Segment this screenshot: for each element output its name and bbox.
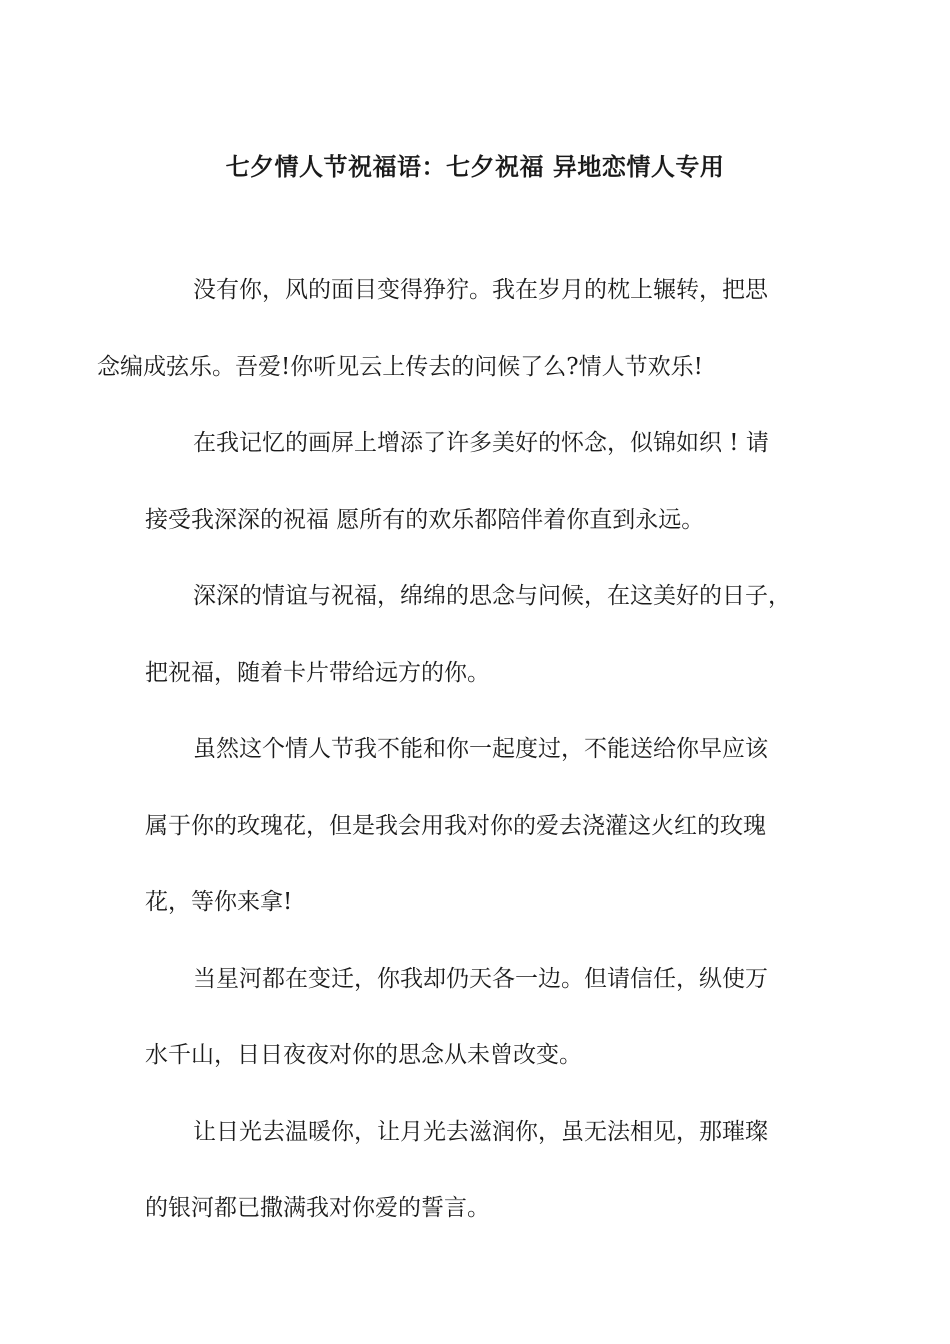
paragraph-line: 接受我深深的祝福 愿所有的欢乐都陪伴着你直到永远。	[145, 506, 705, 533]
paragraph-line: 让日光去温暖你，让月光去滋润你，虽无法相见，那璀璨	[193, 1118, 768, 1145]
paragraph-line: 把祝福，随着卡片带给远方的你。	[145, 659, 490, 686]
paragraph-line: 在我记忆的画屏上增添了许多美好的怀念，似锦如织 ! 请	[193, 430, 769, 456]
document-body	[97, 252, 825, 1247]
paragraph-3	[145, 558, 825, 711]
paragraph-line: 没有你，风的面目变得狰狞。我在岁月的枕上辗转，把思	[193, 277, 768, 303]
paragraph-line: 念编成弦乐。吾爱!你听见云上传去的问候了么?情人节欢乐!	[97, 353, 703, 380]
document-title: 七夕情人节祝福语：七夕祝福 异地恋情人专用	[225, 152, 725, 182]
paragraph-line: 属于你的玫瑰花，但是我会用我对你的爱去浇灌这火红的玫瑰	[145, 812, 766, 839]
paragraph-line: 虽然这个情人节我不能和你一起度过，不能送给你早应该	[193, 736, 768, 762]
paragraph-line: 深深的情谊与祝福，绵绵的思念与问候，在这美好的日子，	[193, 583, 791, 609]
paragraph-line: 当星河都在变迁，你我却仍天各一边。但请信任，纵使万	[193, 965, 768, 992]
paragraph-line: 水千山，日日夜夜对你的思念从未曾改变。	[145, 1042, 582, 1068]
paragraph-2	[145, 405, 825, 558]
paragraph-line: 的银河都已撒满我对你爱的誓言。	[145, 1195, 490, 1221]
paragraph-4	[145, 711, 825, 941]
paragraph-1	[97, 252, 825, 405]
paragraph-6	[145, 1094, 825, 1247]
paragraph-5	[145, 941, 825, 1094]
paragraph-line: 花，等你来拿!	[145, 889, 293, 915]
